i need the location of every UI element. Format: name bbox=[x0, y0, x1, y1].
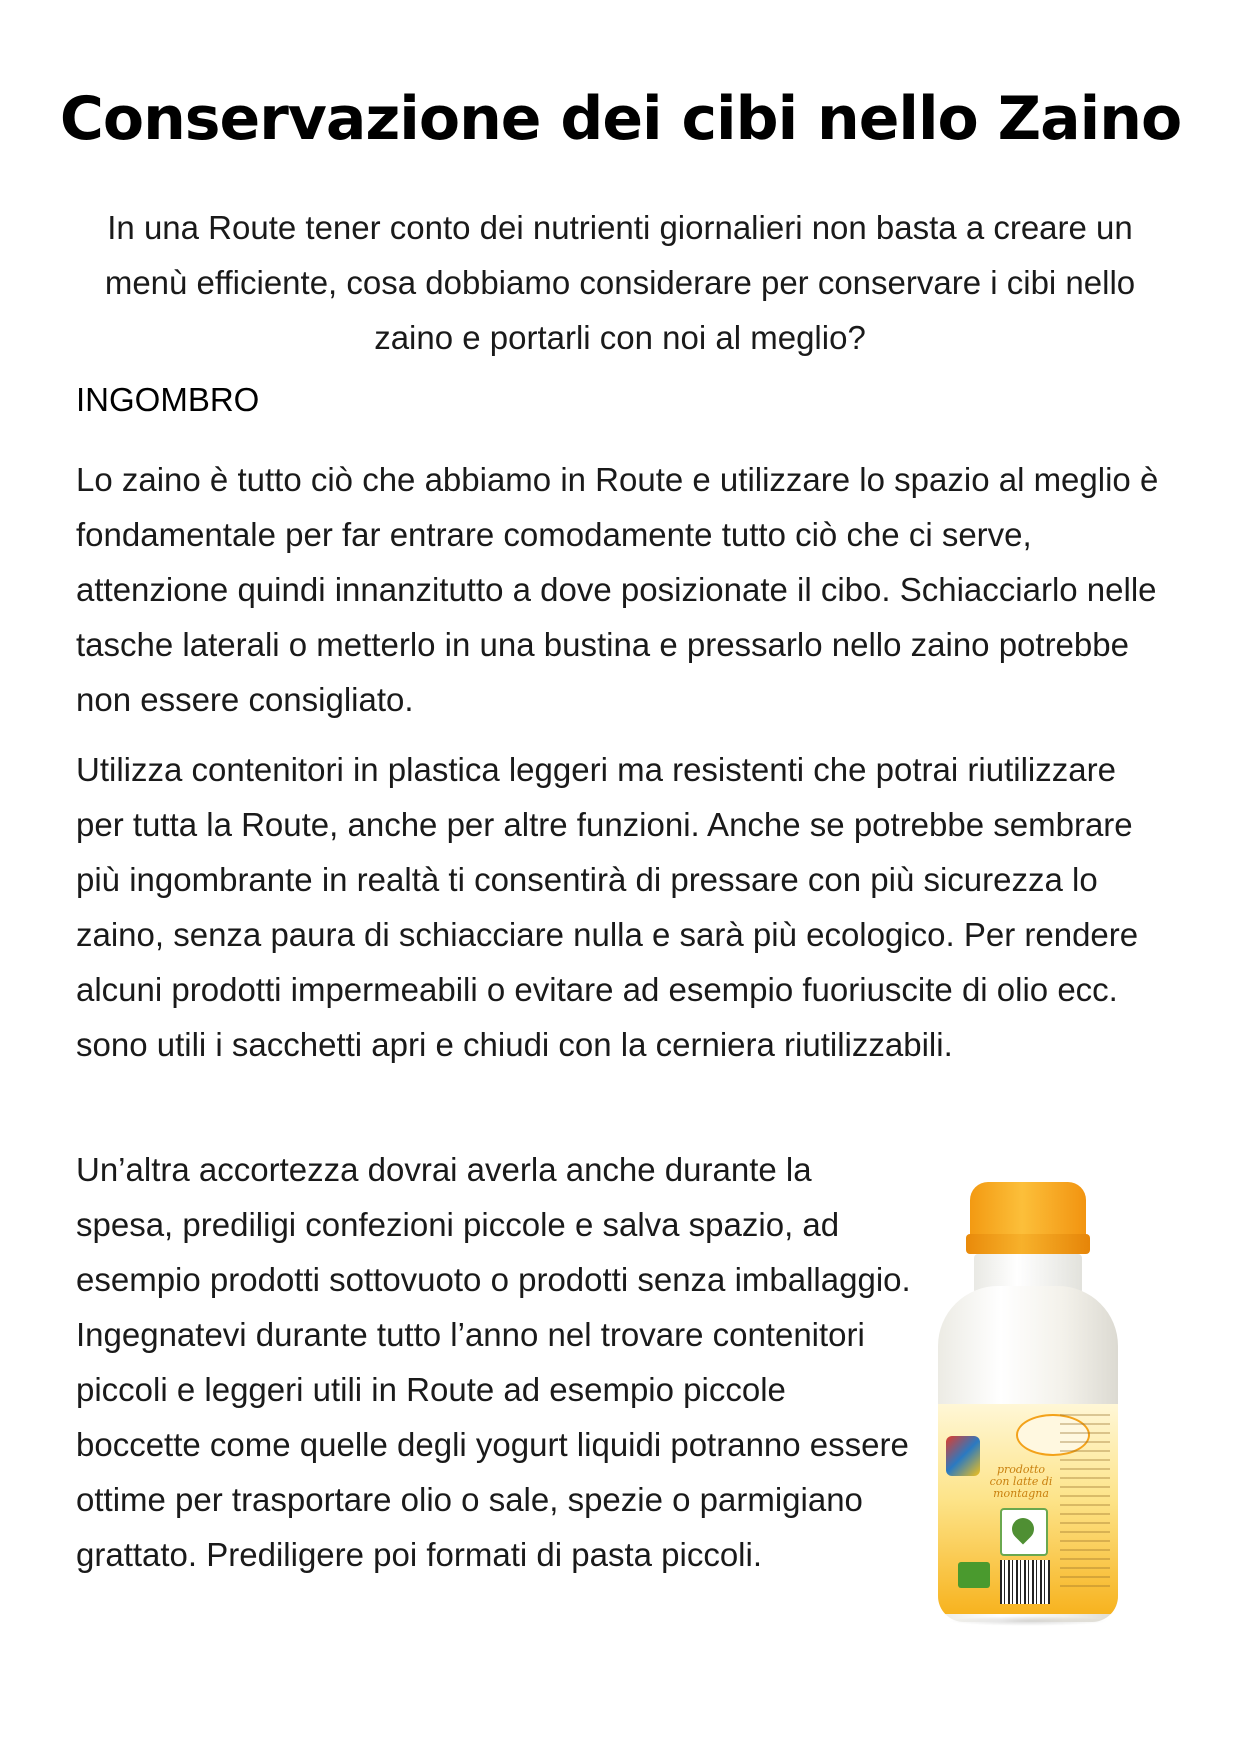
body-paragraph-2: Utilizza contenitori in plastica leggeri ma resistenti che potrai riutilizzare per tutta la Route, anche per altre funzioni. Anche se potrebbe sembrare più ingombrante in realtà ti consentirà di pressare con più sicurezza lo zaino, senza paura di schiacciare nulla e sarà più ecologico. Per rendere alcuni prodotti impermeabili o evitare ad esempio fuoriuscite di olio ecc. sono utili i sacchetti apri e chiudi con la cerniera riutilizzabili. bbox=[76, 751, 1139, 1063]
bottle-shadow bbox=[948, 1616, 1108, 1626]
intro-paragraph: In una Route tener conto dei nutrienti giornalieri non basta a creare un menù efficiente, cosa dobbiamo considerare per conservare i cibi nello zaino e portarli con noi al meglio? bbox=[104, 209, 1136, 356]
page-title: Conservazione dei cibi nello Zaino bbox=[59, 84, 1182, 154]
body-paragraph-1: Lo zaino è tutto ciò che abbiamo in Route e utilizzare lo spazio al meglio è fondamentale per far entrare comodamente tutto ciò che ci serve, attenzione quindi innanzitutto a dove posizionate il cibo. Schiacciarlo nelle tasche laterali o metterlo in una bustina e pressarlo nello zaino potrebbe non essere consigliato. bbox=[76, 461, 1159, 718]
barcode-icon bbox=[1000, 1560, 1050, 1604]
bottle-cap-ring bbox=[966, 1234, 1090, 1254]
body-paragraph-3: Un’altra accortezza dovrai averla anche durante la spesa, prediligi confezioni piccole e salva spazio, ad esempio prodotti sottovuoto o prodotti senza imballaggio. Ingegnatevi durante tutto l’anno nel trovare contenitori piccoli e leggeri utili in Route ad esempio piccole boccette come quelle degli yogurt liquidi potranno essere ottime per trasportare olio o sale, spezie o parmigiano grattato. Prediligere poi formati di pasta piccoli. bbox=[76, 1151, 911, 1573]
section-heading: INGOMBRO bbox=[76, 381, 260, 418]
eu-organic-icon bbox=[958, 1562, 990, 1588]
yogurt-bottle-image bbox=[928, 1182, 1128, 1626]
nutrition-table bbox=[1060, 1414, 1110, 1594]
brand-logo-icon bbox=[946, 1436, 980, 1476]
bottle-body bbox=[938, 1286, 1118, 1622]
bottle-cap bbox=[970, 1182, 1086, 1240]
green-leaf-icon bbox=[1000, 1508, 1048, 1556]
bottle-label-text: prodotto con latte di montagna bbox=[989, 1463, 1053, 1500]
